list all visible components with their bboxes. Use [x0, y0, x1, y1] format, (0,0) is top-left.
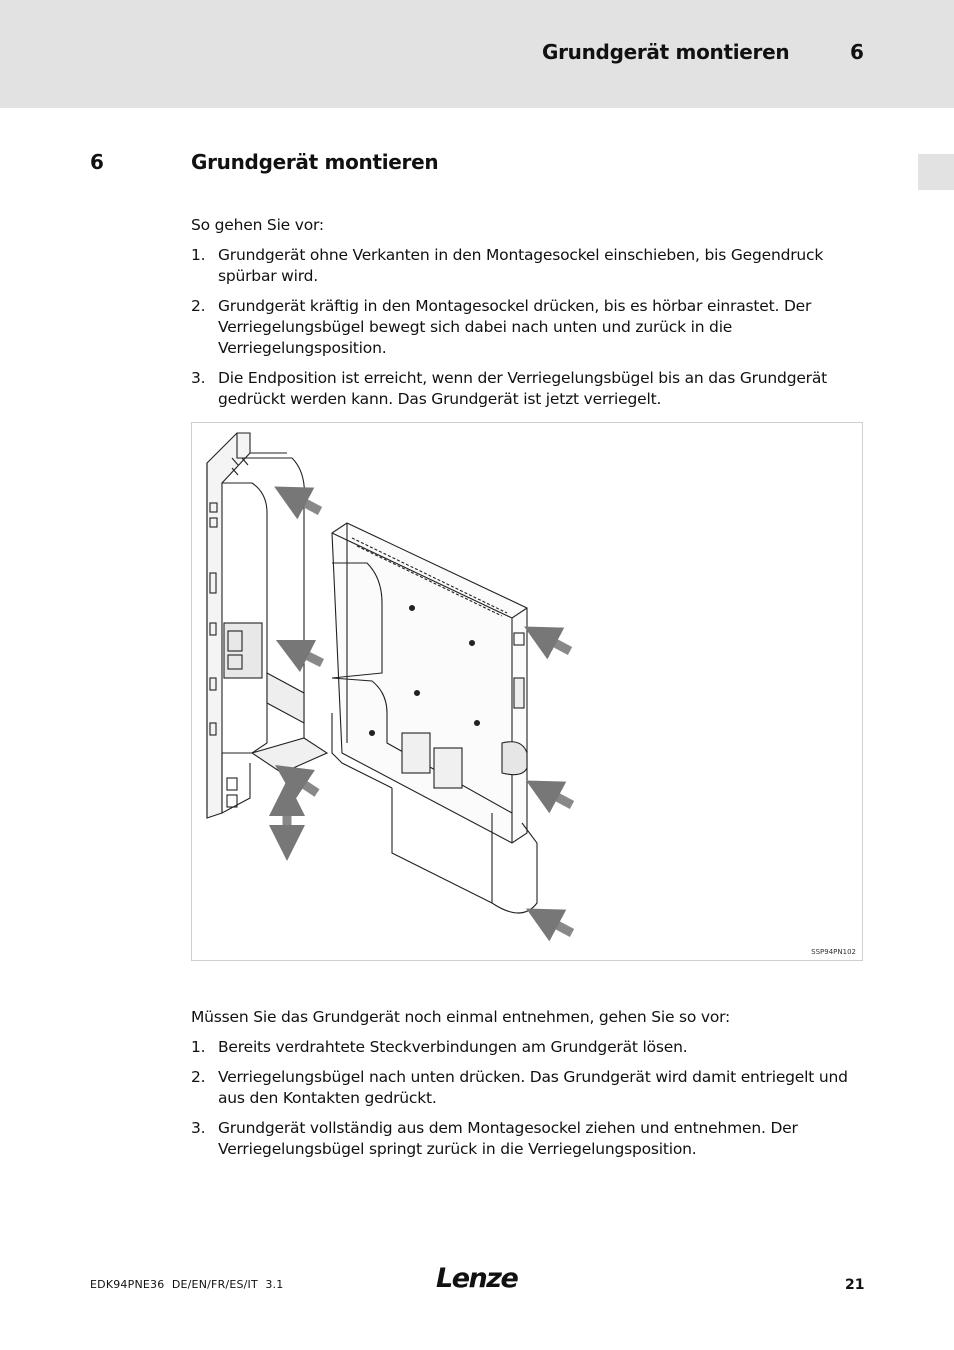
header-title: Grundgerät montieren: [542, 40, 790, 64]
section-number: 6: [90, 150, 104, 174]
page-number: 21: [845, 1277, 865, 1293]
step-number: 3.: [191, 1119, 206, 1137]
push-arrow-icon: [542, 789, 572, 805]
step-number: 1.: [191, 1038, 206, 1056]
push-arrow-icon: [540, 635, 570, 651]
mounting-illustration: [192, 423, 864, 962]
mounting-figure: [191, 422, 863, 961]
step-number: 2.: [191, 1068, 206, 1086]
lenze-logo: Lenze: [436, 1263, 518, 1294]
list-item: [191, 1037, 863, 1058]
mount-instructions: [191, 215, 863, 419]
figure-id: SSP94PN102: [811, 948, 856, 956]
base-unit-drawing: [332, 523, 537, 913]
chapter-tab-marker: [918, 154, 954, 190]
header-chapter-number: 6: [850, 40, 864, 64]
remove-intro: Müssen Sie das Grundgerät noch einmal entnehmen, gehen Sie so vor:: [191, 1008, 731, 1026]
step-text: Grundgerät kräftig in den Montagesockel drücken, bis es hörbar einrastet. Der Verriegelungsbügel bewegt sich dabei nach unten und zurück in die Verriegelungsposition.: [218, 297, 812, 357]
step-number: 3.: [191, 369, 206, 387]
step-text: Bereits verdrahtete Steckverbindungen am Grundgerät lösen.: [218, 1038, 688, 1056]
step-text: Verriegelungsbügel nach unten drücken. Das Grundgerät wird damit entriegelt und aus den Kontakten gedrückt.: [218, 1068, 848, 1107]
remove-steps: [191, 1037, 863, 1160]
list-item: [191, 1067, 863, 1109]
push-arrow-icon: [290, 495, 320, 511]
mount-steps: [191, 245, 863, 410]
step-number: 1.: [191, 246, 206, 264]
step-text: Grundgerät vollständig aus dem Montagesockel ziehen und entnehmen. Der Verriegelungsbügel springt zurück in die Verriegelungsposition.: [218, 1119, 798, 1158]
header-band: [0, 0, 954, 108]
list-item: [191, 296, 863, 359]
mount-intro: So gehen Sie vor:: [191, 216, 324, 234]
step-text: Grundgerät ohne Verkanten in den Montagesockel einschieben, bis Gegendruck spürbar wird.: [218, 246, 824, 285]
push-arrow-icon: [290, 775, 317, 793]
push-arrow-icon: [542, 917, 572, 933]
push-arrow-icon: [292, 648, 322, 663]
mounting-base-drawing: [207, 433, 327, 818]
remove-instructions: [191, 1007, 863, 1169]
step-text: Die Endposition ist erreicht, wenn der Verriegelungsbügel bis an das Grundgerät gedrückt werden kann. Das Grundgerät ist jetzt verriegelt.: [218, 369, 828, 408]
section-title: Grundgerät montieren: [191, 150, 439, 174]
list-item: [191, 245, 863, 287]
footer-document-id: EDK94PNE36 DE/EN/FR/ES/IT 3.1: [90, 1278, 284, 1291]
list-item: [191, 368, 863, 410]
step-number: 2.: [191, 297, 206, 315]
list-item: [191, 1118, 863, 1160]
